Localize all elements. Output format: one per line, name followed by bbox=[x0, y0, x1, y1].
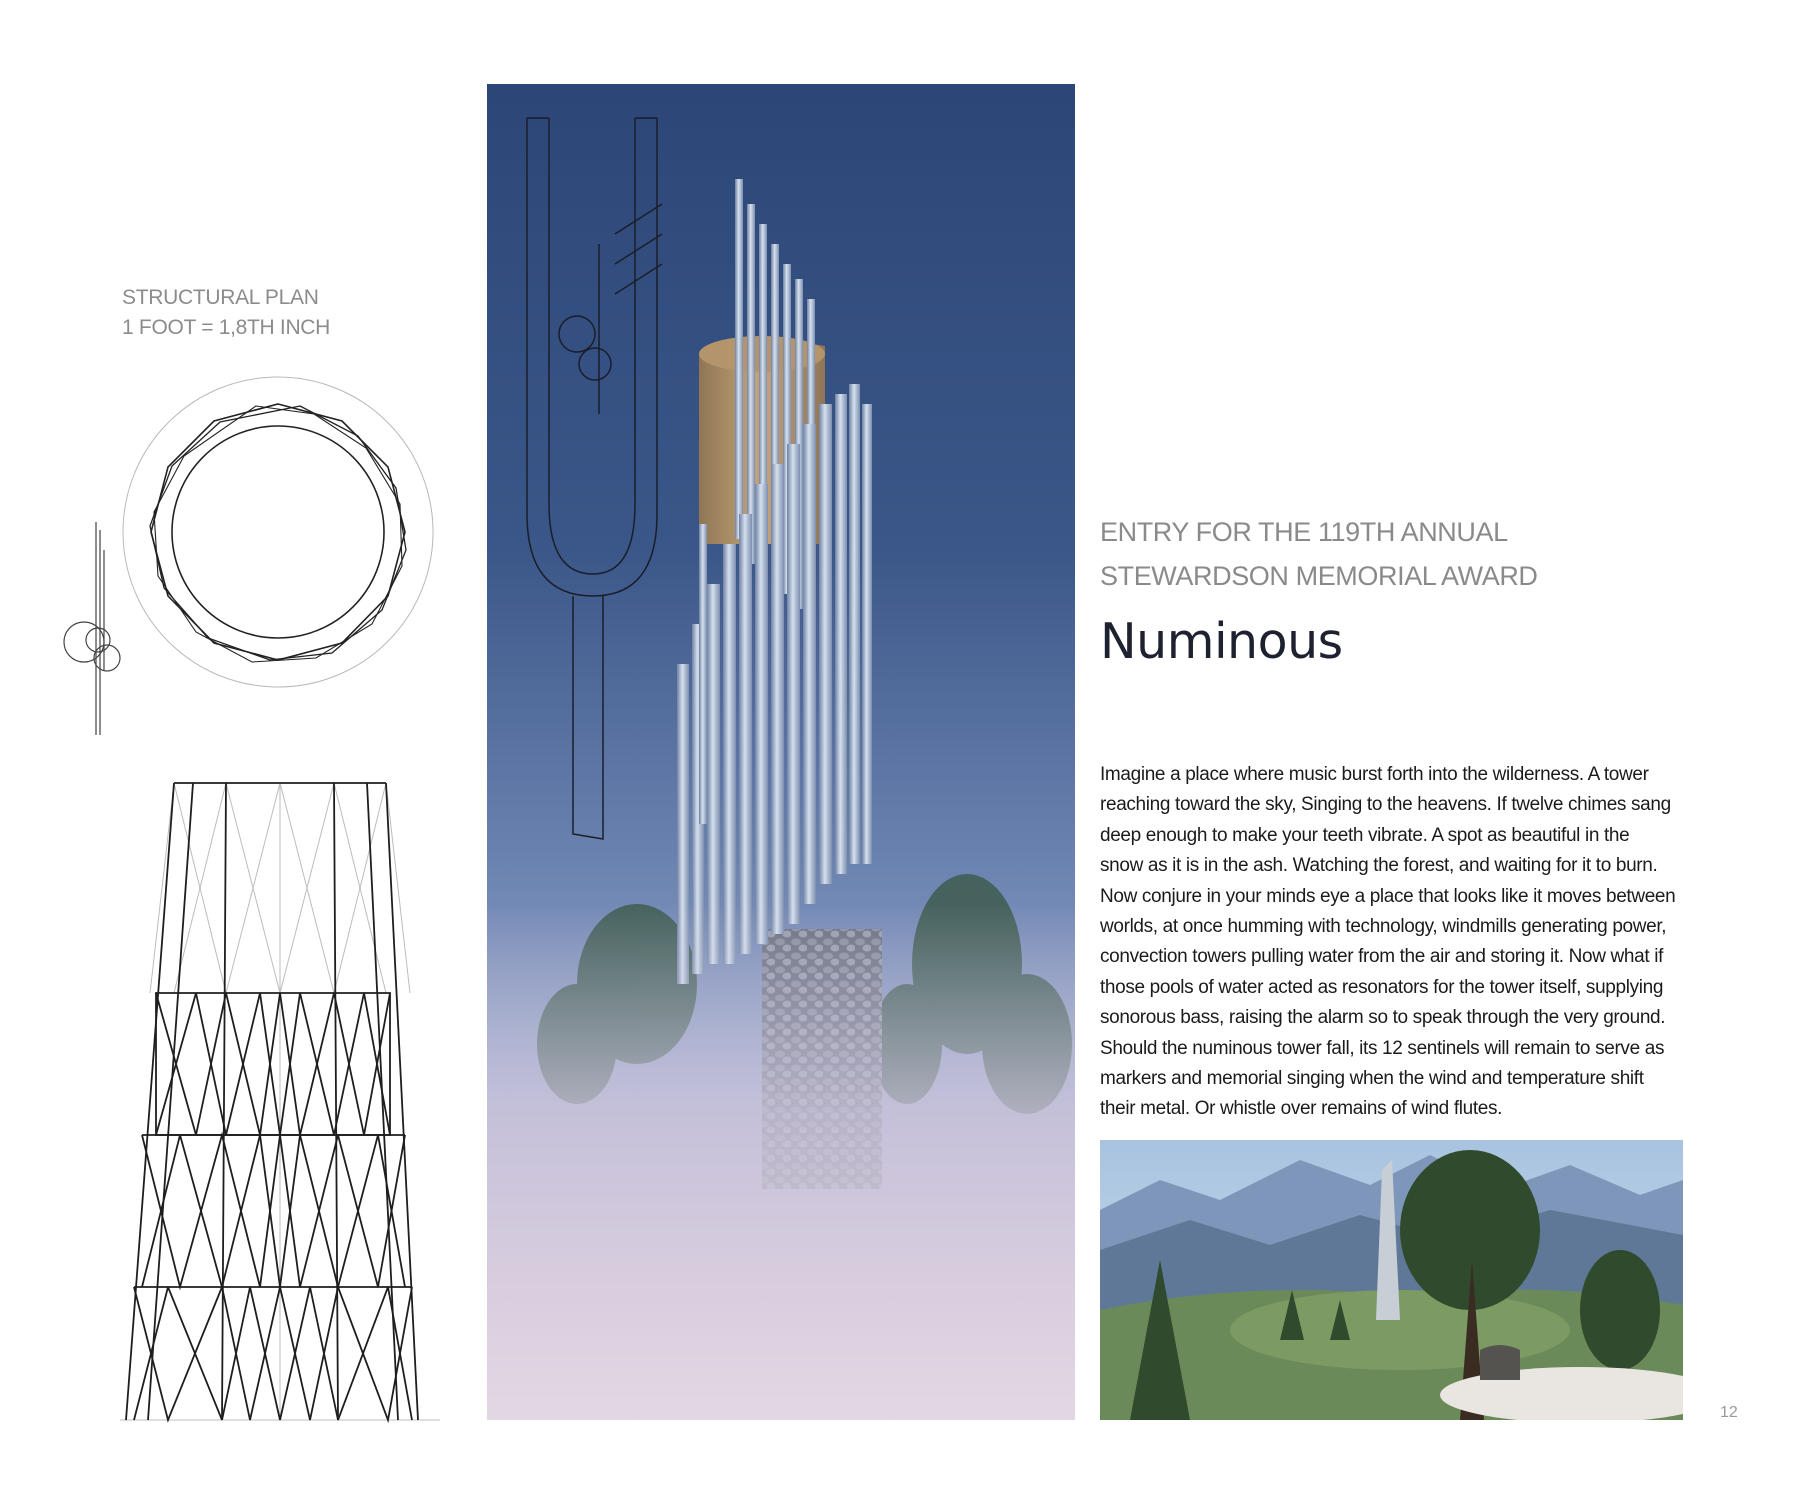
description-line: sonorous bass, raising the alarm so to speak through the very ground. bbox=[1100, 1007, 1666, 1029]
description-line: snow as it is in the ash. Watching the forest, and waiting for it to burn. bbox=[1100, 855, 1658, 877]
description-line: markers and memorial singing when the wind and temperature shift bbox=[1100, 1068, 1644, 1090]
description-line: their metal. Or whistle over remains of wind flutes. bbox=[1100, 1098, 1503, 1120]
plan-caption-title: STRUCTURAL PLAN bbox=[122, 286, 319, 309]
plan-caption-scale: 1 FOOT = 1,8TH INCH bbox=[122, 316, 331, 339]
tower-elevation-drawing bbox=[120, 775, 450, 1425]
entry-line-1: ENTRY FOR THE 119TH ANNUAL bbox=[1100, 517, 1508, 547]
description-line: Imagine a place where music burst forth into the wilderness. A tower bbox=[1100, 764, 1649, 785]
description-line: those pools of water acted as resonators for the tower itself, supplying bbox=[1100, 976, 1664, 998]
structural-plan-caption bbox=[122, 283, 422, 343]
description-line: deep enough to make your teeth vibrate. A spot as beautiful in the bbox=[1100, 824, 1630, 846]
tower-render-image bbox=[487, 84, 1075, 1420]
page-number: 12 bbox=[1720, 1404, 1738, 1421]
site-render-image bbox=[1100, 1140, 1683, 1420]
description-line: convection towers pulling water from the air and storing it. Now what if bbox=[1100, 946, 1664, 968]
description-line: Now conjure in your minds eye a place that looks like it moves between bbox=[1100, 885, 1676, 907]
entry-line-2: STEWARDSON MEMORIAL AWARD bbox=[1100, 561, 1538, 591]
award-entry-heading bbox=[1100, 510, 1700, 598]
description-line: Should the numinous tower fall, its 12 sentinels will remain to serve as bbox=[1100, 1037, 1665, 1059]
structural-plan-drawing bbox=[60, 370, 450, 740]
project-description bbox=[1100, 760, 1700, 1125]
project-title: Numinous bbox=[1100, 613, 1343, 670]
description-line: worlds, at once humming with technology, windmills generating power, bbox=[1100, 916, 1667, 938]
description-line: reaching toward the sky, Singing to the heavens. If twelve chimes sang bbox=[1100, 794, 1671, 816]
